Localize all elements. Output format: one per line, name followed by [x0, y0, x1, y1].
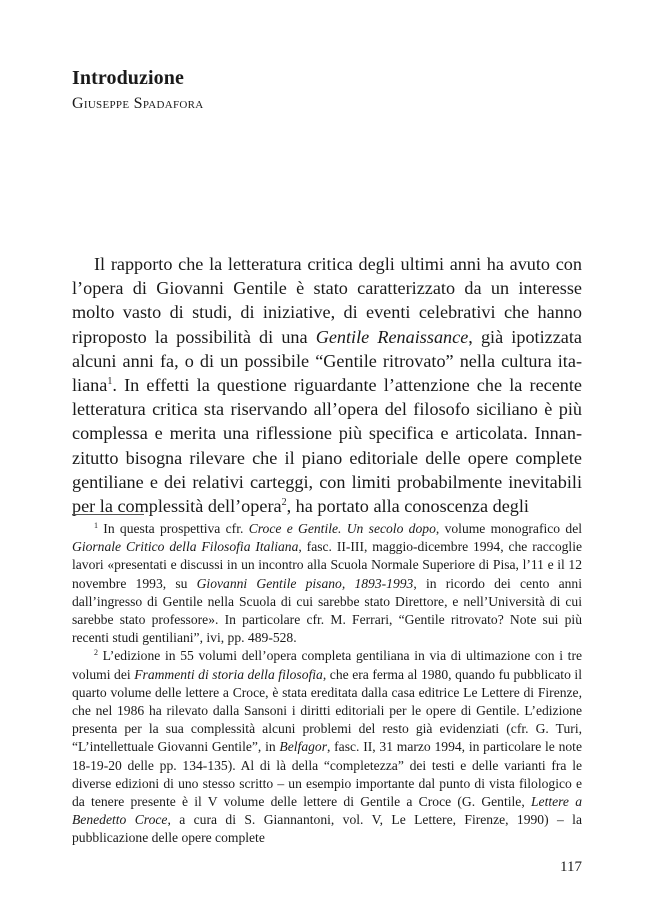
- footnote-text: , a cura di S. Giannantoni, vol. V, Le Lettere, Firenze, 1990) – la pubblicazione delle opere complete: [72, 812, 582, 846]
- footnote-text: L’edizione in 55 volumi dell’opera completa gentiliana in via di ultimazione con i tre volumi dei: [72, 648, 582, 682]
- footnote-text: In questa prospettiva cfr.: [98, 521, 249, 536]
- page-number: 117: [560, 859, 582, 875]
- footnote-ref-1: 1: [107, 376, 113, 388]
- footnote-italic: Croce e Gentile. Un secolo dopo: [248, 521, 436, 536]
- footnote-italic: Lettere a Benedetto Croce: [72, 794, 582, 828]
- body-text-segment: , già ipotizzata alcuni anni fa, o di un possibile “Gentile ritrovato” nella cultura italiana: [72, 326, 582, 396]
- footnote-text: , che era ferma al 1980, quando fu pubblicato il quarto volume delle lettere a Croce, è stata ereditata dalla casa editrice Le Lettere di Firenze, che nel 1986 ha rilevato dalla Sansoni i diritti editoriali per le opere di Gentile. L’edizione presenta per la sua complessità alcuni problemi del resto già evidenziati (cfr. G. Turi, “L’intellettuale Giovanni Gentile”, in: [72, 666, 582, 755]
- body-text-segment: , ha portato alla conoscenza degli: [286, 496, 529, 517]
- footnote-ref-2: 2: [281, 497, 287, 509]
- footnote-italic: Frammenti di storia della filosofia: [134, 666, 323, 682]
- book-page: [72, 0, 582, 917]
- footnote-text: , fasc. II, 31 marzo 1994, in particolare le note 18-19-20 delle pp. 134-135). Al di là della “completezza” dei testi e delle varianti fra le diverse edizioni di uno stesso scritto – un esempio importante dal punto di vista filologico e da tenere presente è il V volume delle lettere di Gentile a Croce (G. Gentile,: [72, 739, 582, 810]
- body-italic-phrase: Gentile Renaissance: [315, 326, 469, 347]
- body-text-segment: . In effetti la questione riguardante l’attenzione che la recente letteratura critica sta riservando all’opera del filosofo siciliano è più complessa e merita una riflessione più specifica e articolata. Innanzitutto bisogna rilevare che il piano editoriale delle opere complete gentiliane e dei relativi carteggi, con limiti probabilmente inevitabili per la complessità dell’opera: [72, 375, 582, 517]
- footnote-text: , volume monografico del: [435, 521, 583, 536]
- chapter-author: Giuseppe Spadafora: [72, 95, 204, 112]
- footnote-number: 1: [94, 521, 98, 530]
- footnote-italic: Giornale Critico della Filosofia Italiana: [72, 539, 299, 555]
- footnote-text: , in ricordo dei cento anni dall’ingresso di Gentile nella Scuola di cui sarebbe stato Direttore, e nell’Università di cui sarebbe stato professore». In particolare cfr. M. Ferrari, “Gentile ritrovato? Note sui più recenti studi gentiliani”, ivi, pp. 489-528.: [72, 575, 582, 646]
- footnote-2: [72, 647, 582, 847]
- footnote-italic: Belfagor: [279, 739, 327, 755]
- footnote-italic: Giovanni Gentile pisano, 1893-1993: [196, 575, 414, 591]
- footnote-1: [72, 520, 582, 647]
- body-paragraph: [72, 252, 582, 518]
- footnotes-section: [72, 520, 582, 848]
- body-text-segment: Il rapporto che la letteratura critica degli ultimi anni ha avuto con l’opera di Giovanni Gentile è stato caratterizzato da un interesse molto vasto di studi, di iniziative, di eventi celebrativi che hanno riproposto la possibilità di una: [72, 254, 582, 347]
- footnote-number: 2: [94, 648, 98, 658]
- chapter-title: Introduzione: [72, 67, 184, 89]
- footnote-separator-rule: [72, 514, 144, 515]
- footnote-text: , fasc. II-III, maggio-dicembre 1994, che raccoglie lavori «presentati e discussi in un incontro alla Scuola Normale Superiore di Pisa, l’11 e il 12 novembre 1993, su: [72, 539, 582, 591]
